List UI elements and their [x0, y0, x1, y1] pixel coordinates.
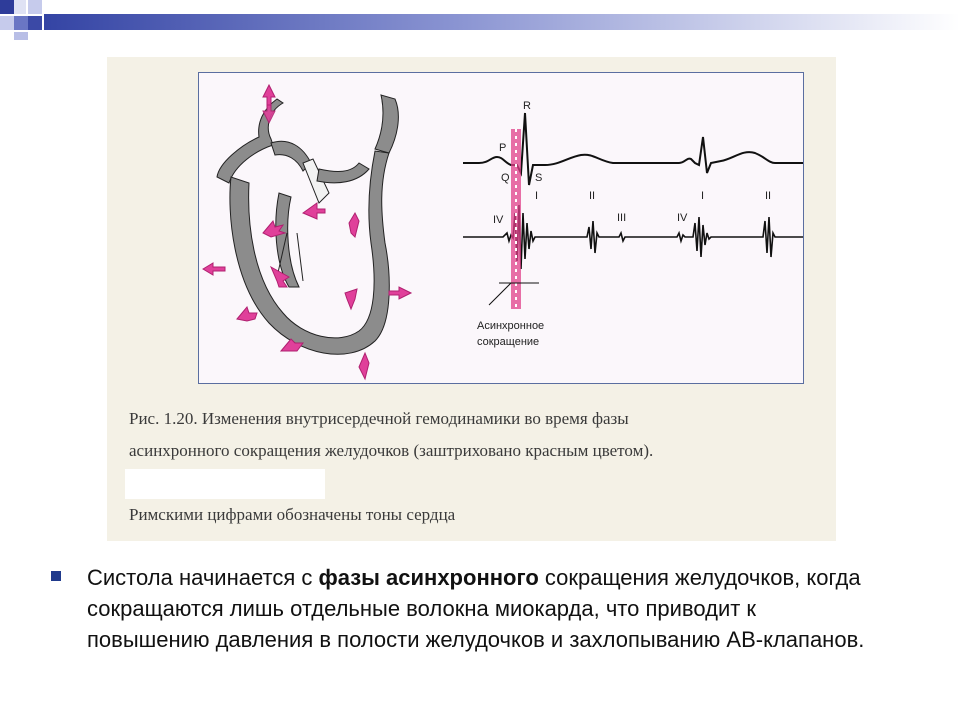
caption-line-2: асинхронного сокращения желудочков (заштриховано красным цветом). [129, 441, 654, 460]
figure-illustration [198, 72, 804, 384]
pcg-label-i-1: I [535, 190, 539, 202]
body-text-part-2: сокращения желудочков, когда сокращаются лишь отдельные волокна миокарда, что приводит к повышению давления в полости желудочков и захлопыванию АВ-клапанов. [87, 565, 865, 652]
body-paragraph [87, 562, 867, 655]
body-text-part-1: Систола начинается с [87, 565, 319, 590]
corner-decoration [0, 0, 960, 40]
diagram-svg [199, 73, 805, 385]
ecg-label-s: S [535, 172, 543, 184]
pcg-label-iv-1: IV [493, 214, 504, 226]
annotation-line-2: сокращение [477, 336, 540, 348]
asynchronous-contraction-highlight [511, 129, 521, 309]
figure [107, 57, 836, 541]
body-text-bold: фазы асинхронного [318, 565, 539, 590]
pcg-label-iv-2: IV [677, 212, 688, 224]
caption-line-1: Рис. 1.20. Изменения внутрисердечной гемодинамики во время фазы [129, 409, 629, 428]
ecg-label-q: Q [501, 172, 510, 184]
ecg-label-p: P [499, 142, 507, 154]
pcg-label-i-2: I [701, 190, 705, 202]
bullet-marker [51, 571, 61, 581]
caption-line-3: Римскими цифрами обозначены тоны сердца [129, 505, 456, 524]
pcg-label-iii: III [617, 212, 627, 224]
pcg-label-ii-1: II [589, 190, 596, 202]
blank-overlay [125, 469, 325, 499]
pcg-label-ii-2: II [765, 190, 772, 202]
ecg-label-r: R [523, 100, 531, 112]
annotation-line-1: Асинхронное [477, 320, 545, 332]
